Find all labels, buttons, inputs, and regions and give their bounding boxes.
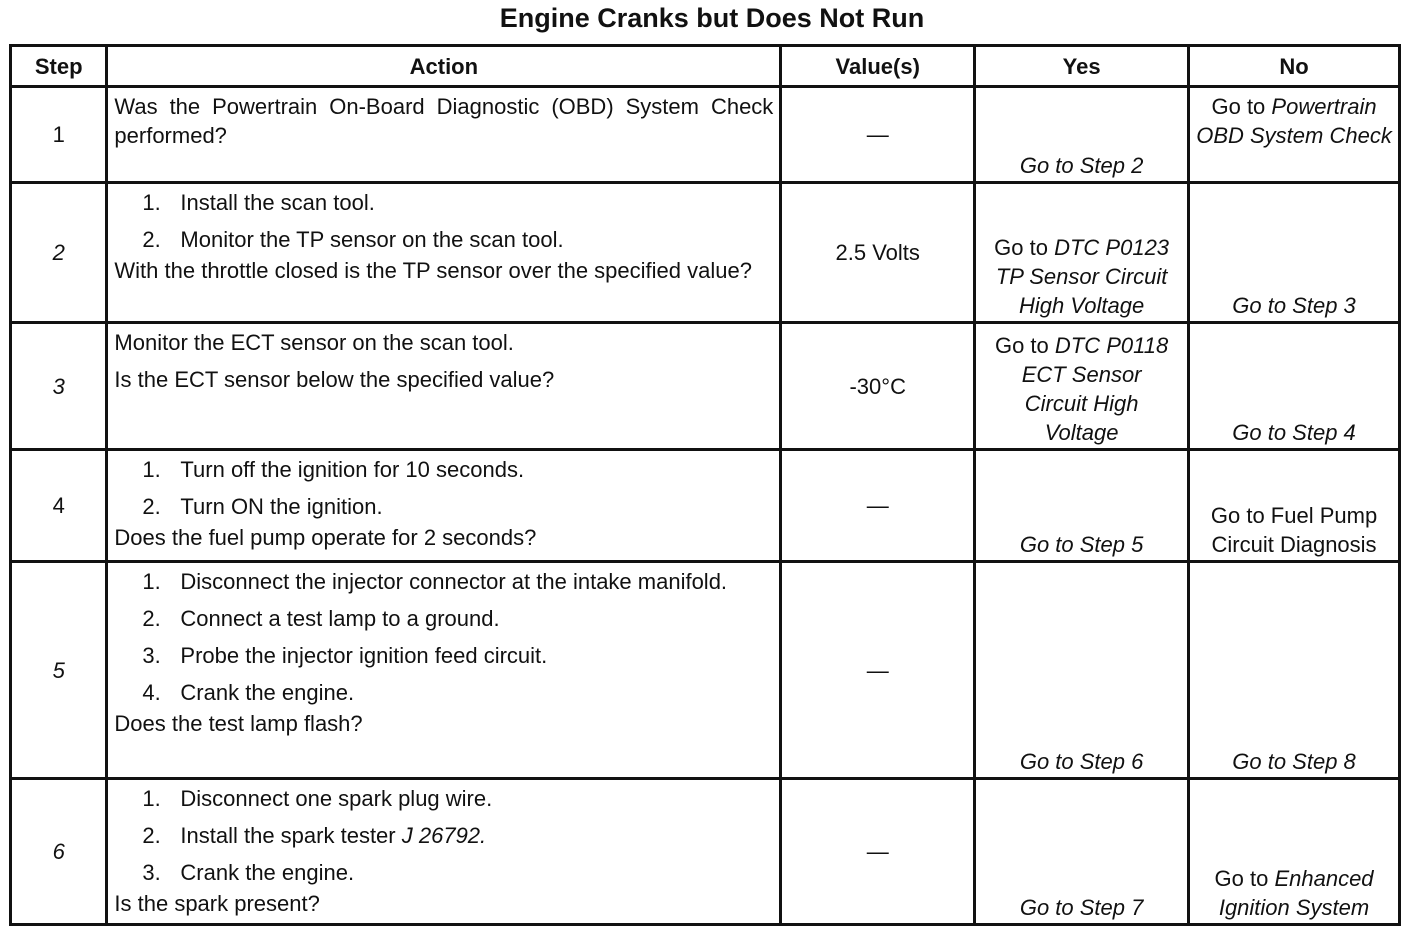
step-number: 5	[11, 562, 107, 779]
header-yes: Yes	[975, 46, 1189, 87]
value-cell: —	[781, 562, 975, 779]
no-cell	[1189, 183, 1400, 323]
question-text: Is the ECT sensor below the specified value?	[114, 367, 555, 392]
list-item: 1. Disconnect one spark plug wire.	[142, 786, 493, 811]
value-cell: —	[781, 87, 975, 183]
header-value: Value(s)	[781, 46, 975, 87]
question-text: Does the test lamp flash?	[114, 711, 363, 736]
no-link[interactable]: Circuit Diagnosis	[1211, 532, 1377, 557]
yes-link[interactable]: ECT Sensor	[1021, 362, 1142, 387]
list-item: 1. Disconnect the injector connector at the intake manifold.	[142, 569, 728, 594]
yes-cell	[975, 183, 1189, 323]
step-number: 6	[11, 779, 107, 925]
table-row	[11, 779, 1400, 925]
no-link[interactable]: Powertrain OBD System Check	[1196, 94, 1392, 148]
yes-link[interactable]: DTC P0123	[1054, 235, 1170, 260]
tool-reference: J 26792.	[401, 823, 487, 848]
table-row	[11, 323, 1400, 450]
question-text: Was the Powertrain On-Board Diagnostic (OBD) System Check performed?	[114, 94, 774, 148]
no-link[interactable]: Go to Fuel Pump	[1210, 503, 1378, 528]
question-text: Does the fuel pump operate for 2 seconds?	[114, 525, 537, 550]
no-prefix: Go to	[1214, 866, 1269, 891]
page-title: Engine Cranks but Does Not Run	[499, 3, 925, 33]
step-list	[114, 784, 773, 887]
value-cell: 2.5 Volts	[781, 183, 975, 323]
yes-link[interactable]: DTC P0118	[1054, 333, 1169, 358]
action-cell	[107, 87, 781, 183]
action-cell	[107, 323, 781, 450]
action-cell	[107, 450, 781, 562]
yes-cell	[975, 87, 1189, 183]
list-item: 2. Connect a test lamp to a ground.	[142, 606, 500, 631]
yes-link[interactable]: Voltage	[1044, 420, 1119, 445]
action-cell	[107, 779, 781, 925]
value-cell: -30°C	[781, 323, 975, 450]
no-link[interactable]: Enhanced	[1274, 866, 1374, 891]
yes-link[interactable]: Go to Step 7	[1019, 895, 1144, 920]
list-item: 1. Turn off the ignition for 10 seconds.	[142, 457, 525, 482]
list-item: 3. Crank the engine.	[142, 860, 355, 885]
table-row	[11, 87, 1400, 183]
header-step: Step	[11, 46, 107, 87]
table-row	[11, 450, 1400, 562]
list-item: 3. Probe the injector ignition feed circuit.	[142, 643, 548, 668]
yes-prefix: Go to	[994, 235, 1048, 260]
no-cell	[1189, 562, 1400, 779]
step-list	[114, 567, 773, 707]
step-number: 3	[11, 323, 107, 450]
header-row	[11, 46, 1400, 87]
no-link[interactable]: Go to Step 4	[1232, 420, 1356, 445]
step-number: 2	[11, 183, 107, 323]
yes-cell	[975, 450, 1189, 562]
action-text: Monitor the ECT sensor on the scan tool.	[114, 330, 514, 355]
list-item: 2. Install the spark tester J 26792.	[142, 823, 487, 848]
no-link[interactable]: Ignition System	[1218, 895, 1370, 920]
yes-cell	[975, 779, 1189, 925]
no-cell	[1189, 779, 1400, 925]
no-prefix: Go to	[1211, 94, 1266, 119]
question-text: Is the spark present?	[114, 891, 320, 916]
yes-cell	[975, 323, 1189, 450]
no-link[interactable]: Go to Step 3	[1232, 293, 1356, 318]
diagnostic-table	[9, 44, 1401, 926]
list-item: 2. Turn ON the ignition.	[142, 494, 383, 519]
yes-link[interactable]: Go to Step 2	[1019, 153, 1144, 178]
yes-link[interactable]: Go to Step 6	[1019, 749, 1144, 774]
list-item: 1. Install the scan tool.	[142, 190, 375, 215]
yes-link[interactable]: Go to Step 5	[1019, 532, 1144, 557]
yes-prefix: Go to	[994, 333, 1049, 358]
no-cell	[1189, 87, 1400, 183]
no-link[interactable]: Go to Step 8	[1232, 749, 1356, 774]
no-cell	[1189, 323, 1400, 450]
list-item: 2. Monitor the TP sensor on the scan tool.	[142, 227, 564, 252]
yes-link[interactable]: Circuit High	[1024, 391, 1139, 416]
value-cell: —	[781, 450, 975, 562]
question-text: With the throttle closed is the TP sensor over the specified value?	[114, 258, 752, 283]
list-item: 4. Crank the engine.	[142, 680, 355, 705]
header-action: Action	[107, 46, 781, 87]
value-cell: —	[781, 779, 975, 925]
yes-link[interactable]: High Voltage	[1019, 293, 1145, 318]
yes-cell	[975, 562, 1189, 779]
step-list	[114, 188, 773, 254]
step-number: 4	[11, 450, 107, 562]
step-list	[114, 455, 773, 521]
action-cell	[107, 562, 781, 779]
action-cell	[107, 183, 781, 323]
no-cell	[1189, 450, 1400, 562]
step-number: 1	[11, 87, 107, 183]
header-no: No	[1189, 46, 1400, 87]
yes-link[interactable]: TP Sensor Circuit	[995, 264, 1168, 289]
table-row	[11, 562, 1400, 779]
table-row	[11, 183, 1400, 323]
